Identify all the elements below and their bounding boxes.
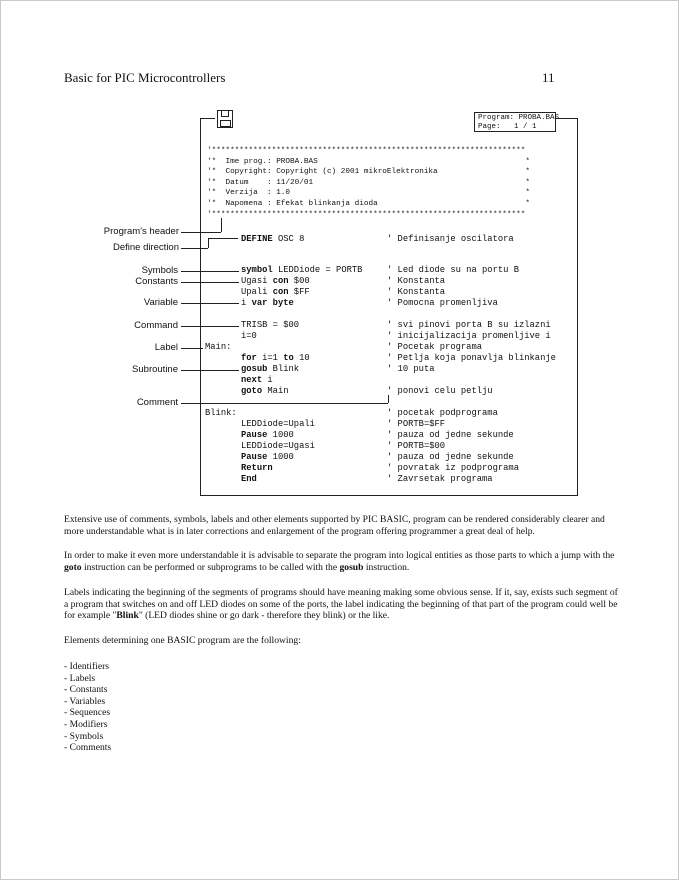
- keyword: symbol: [241, 265, 273, 275]
- paragraph-text: instruction can be performed or subprograms to be called with the: [81, 561, 340, 573]
- code-line-constant: [241, 287, 310, 298]
- code-line-define: [241, 234, 304, 245]
- list-item: - Symbols: [64, 730, 104, 742]
- code-label-main: Main:: [205, 342, 232, 352]
- code-line-gosub: [241, 364, 299, 375]
- keyword: goto: [241, 386, 263, 396]
- code-line-next: [241, 375, 273, 386]
- code-line: LEDDiode=Ugasi: [241, 441, 315, 451]
- keyword-goto: goto: [64, 561, 82, 573]
- paragraph-3: [64, 587, 624, 622]
- keyword: End: [241, 474, 257, 484]
- header-line: '* Napomena : Efekat blinkanja dioda *: [207, 199, 530, 208]
- leader-line: [208, 238, 238, 239]
- comment: ' Definisanje oscilatora: [387, 234, 514, 244]
- code-line-command: TRISB = $00: [241, 320, 300, 330]
- comment: ' Petlja koja ponavlja blinkanje: [387, 353, 556, 363]
- comment: ' svi pinovi porta B su izlazni: [387, 320, 551, 330]
- comment: ' PORTB=$FF: [387, 419, 446, 429]
- header-line: '* Datum : 11/20/01 *: [207, 178, 530, 187]
- callout-command: Command: [134, 320, 178, 331]
- paragraph-1: Extensive use of comments, symbols, labels and other elements supported by PIC BASIC, program can be rendered considerably clearer and more understandable what is in later corrections and enlargement of the program offering programmer a great deal of help.: [64, 514, 605, 537]
- code-line: i=0: [241, 331, 257, 341]
- code-text: 10: [293, 353, 310, 363]
- callout-variable: Variable: [143, 297, 178, 308]
- callout-define-direction: Define direction: [112, 242, 179, 253]
- comment: ' 10 puta: [387, 364, 435, 374]
- paragraph-text: In order to make it even more understandable it is advisable to separate the program into logical entities as those parts to which a jump with the: [64, 550, 615, 561]
- program-header-block: [207, 146, 530, 220]
- leader-line: [181, 370, 239, 371]
- comment: ' ponovi celu petlju: [387, 386, 493, 396]
- leader-line: [181, 248, 208, 249]
- leader-line: [181, 282, 239, 283]
- callout-comment: Comment: [136, 397, 178, 408]
- comment: ' Led diode su na portu B: [387, 265, 519, 275]
- code-text: i: [262, 375, 273, 385]
- callout-program-header: Program's header: [103, 226, 179, 237]
- code-line-variable: [241, 298, 294, 309]
- file-info-box: [474, 112, 560, 132]
- leader-line: [181, 348, 203, 349]
- list-item: - Variables: [64, 695, 106, 707]
- comment: ' PORTB=$00: [387, 441, 446, 451]
- comment: ' pauza od jedne sekunde: [387, 452, 514, 462]
- code-text: $00: [288, 276, 310, 286]
- paragraph-4: Elements determining one BASIC program are the following:: [64, 635, 301, 646]
- code-line-end: [241, 474, 257, 485]
- file-page: Page: 1 / 1: [478, 123, 537, 131]
- listing-top-gap: [215, 117, 477, 121]
- keyword: Return: [241, 463, 273, 473]
- keyword: con: [272, 287, 289, 297]
- paragraph-text: instruction.: [363, 561, 410, 573]
- list-item: - Sequences: [64, 707, 111, 719]
- keyword: to: [283, 353, 294, 363]
- page-number: 11: [542, 70, 555, 85]
- leader-line: [181, 271, 239, 272]
- paragraph-2: [64, 550, 624, 573]
- floppy-disk-icon: [217, 110, 233, 128]
- code-text: Blink: [267, 364, 300, 374]
- leader-line: [388, 395, 389, 403]
- code-text: i: [241, 298, 252, 308]
- paragraph-text: " (LED diodes shine or go dark - therefore they blink) or the like.: [138, 610, 390, 622]
- code-text: LEDDiode = PORTB: [272, 265, 363, 275]
- code-text: i=1: [256, 353, 284, 363]
- running-head-title: Basic for PIC Microcontrollers: [64, 70, 226, 85]
- list-item: - Comments: [64, 742, 112, 754]
- code-text: 1000: [267, 430, 294, 440]
- elements-list: [64, 661, 111, 754]
- leader-line: [181, 232, 221, 233]
- header-line: '* Ime prog.: PROBA.BAS *: [207, 157, 530, 166]
- code-line-for: [241, 353, 310, 364]
- callout-label: Label: [154, 342, 178, 353]
- keyword: con: [272, 276, 289, 286]
- comment: ' Konstanta: [387, 287, 446, 297]
- header-line: '********************************************************************: [207, 147, 526, 155]
- paragraph-text: Labels indicating the beginning of the segments of programs should have meaning making some obvious sense. If it, say, exists such segment of a program that switches on and off LED diodes on some of the ports, the label indicating the beginning of that part of the program could well be for example ": [64, 587, 618, 622]
- comment: ' Pomocna promenljiva: [387, 298, 498, 308]
- comment: ' povratak iz podprograma: [387, 463, 519, 473]
- comment: ' Pocetak programa: [387, 342, 483, 352]
- leader-line: [221, 218, 222, 232]
- comment: ' Konstanta: [387, 276, 446, 286]
- keyword: next: [241, 375, 263, 385]
- callout-constants: Constants: [135, 276, 178, 287]
- leader-line: [208, 238, 209, 248]
- keyword: gosub: [241, 364, 268, 374]
- code-label-blink: Blink:: [205, 408, 237, 418]
- code-line-pause: [241, 430, 294, 441]
- code-text: $FF: [288, 287, 310, 297]
- comment: ' pocetak podprograma: [387, 408, 498, 418]
- comment: ' pauza od jedne sekunde: [387, 430, 514, 440]
- leader-line: [181, 326, 239, 327]
- code-text: Ugasi: [241, 276, 273, 286]
- keyword-blink: Blink: [116, 610, 139, 622]
- list-item: - Constants: [64, 684, 108, 696]
- list-item: - Identifiers: [64, 661, 110, 672]
- code-text: 1000: [267, 452, 294, 462]
- code-line-constant: [241, 276, 310, 287]
- callout-symbols: Symbols: [141, 265, 178, 276]
- leader-line: [181, 403, 388, 404]
- leader-line: [181, 303, 239, 304]
- list-item: - Modifiers: [64, 718, 108, 730]
- keyword: Pause: [241, 452, 268, 462]
- code-line: LEDDiode=Upali: [241, 419, 315, 429]
- header-line: '* Verzija : 1.0 *: [207, 189, 530, 198]
- code-line-goto: [241, 386, 289, 397]
- code-text: Upali: [241, 287, 273, 297]
- code-text: Main: [262, 386, 289, 396]
- file-program-name: Program: PROBA.BAS: [478, 114, 560, 122]
- code-text: OSC 8: [272, 234, 305, 244]
- code-line-symbol: [241, 265, 362, 276]
- keyword-gosub: gosub: [339, 561, 364, 573]
- keyword: var byte: [251, 298, 294, 308]
- header-line: '********************************************************************: [207, 210, 526, 219]
- list-item: - Labels: [64, 672, 96, 684]
- code-line-pause: [241, 452, 294, 463]
- keyword: for: [241, 353, 257, 363]
- code-line-return: [241, 463, 273, 474]
- comment: ' inicijalizacija promenljive i: [387, 331, 551, 341]
- keyword: Pause: [241, 430, 268, 440]
- header-line: '* Copyright: Copyright (c) 2001 mikroElektronika *: [207, 168, 530, 177]
- keyword: DEFINE: [241, 234, 273, 244]
- program-listing: [200, 114, 578, 496]
- callout-subroutine: Subroutine: [132, 364, 178, 375]
- comment: ' Zavrsetak programa: [387, 474, 493, 484]
